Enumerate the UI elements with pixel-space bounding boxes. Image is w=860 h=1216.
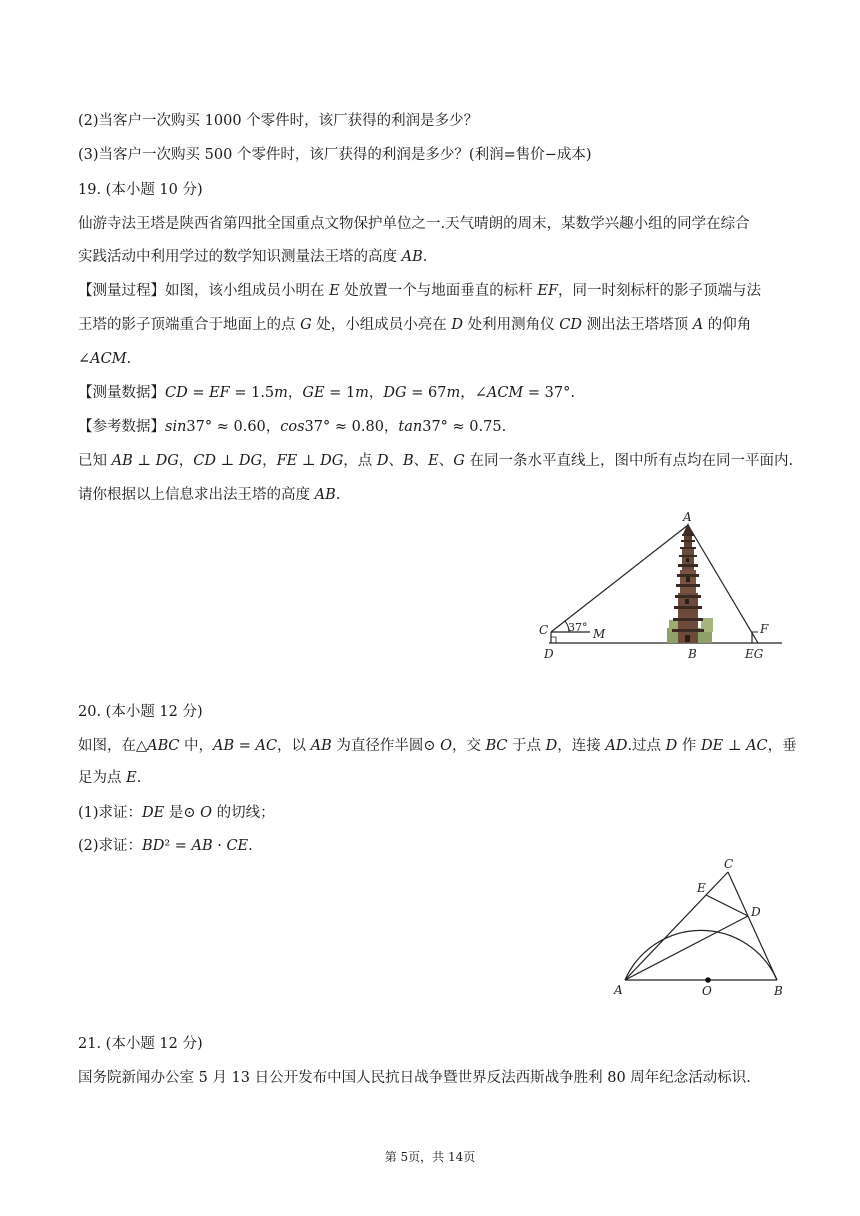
q19-data-line: 【测量数据】𝐶𝐷 = 𝐸𝐹 = 1.5𝑚，𝐺𝐸 = 1𝑚，𝐷𝐺 = 67𝑚，∠𝐴𝐶𝑀 = 37°.	[78, 385, 575, 401]
label-D: D	[751, 905, 761, 919]
tower-figure	[535, 508, 795, 668]
q18-part3: (3)当客户一次购买 500 个零件时，该厂获得的利润是多少？(利润=售价−成本)	[78, 147, 592, 163]
label-C: C	[539, 623, 549, 637]
semicircle-figure	[610, 855, 790, 1005]
segment-DE	[706, 895, 748, 916]
q19-intro-line2: 实践活动中利用学过的数学知识测量法王塔的高度 𝐴𝐵.	[78, 249, 428, 265]
label-M: M	[593, 627, 606, 641]
segment-AC	[625, 872, 728, 980]
q19-header: 19. (本小题 10 分)	[78, 182, 203, 198]
label-B: B	[688, 647, 697, 661]
center-O-dot	[705, 977, 711, 983]
page-footer: 第 5页，共 14页	[384, 1150, 476, 1164]
label-A: A	[683, 510, 692, 524]
q18-part2: (2)当客户一次购买 1000 个零件时，该厂获得的利润是多少？	[78, 113, 479, 129]
label-C: C	[724, 857, 734, 871]
right-angle-mark-D	[551, 637, 556, 643]
label-E: E	[697, 881, 706, 895]
q19-reference-line: 【参考数据】𝑠𝑖𝑛37° ≈ 0.60，𝑐𝑜𝑠37° ≈ 0.80，𝑡𝑎𝑛37° ≈ 0.75.	[78, 419, 507, 435]
pagoda-image	[667, 523, 713, 643]
label-EG: EG	[745, 647, 764, 661]
segment-AD	[625, 916, 748, 980]
label-O: O	[702, 984, 712, 998]
q19-question-line: 请你根据以上信息求出法王塔的高度 𝐴𝐵.	[78, 487, 341, 503]
label-F: F	[760, 622, 769, 636]
q19-intro-line1: 仙游寺法王塔是陕西省第四批全国重点文物保护单位之一.天气晴朗的周末，某数学兴趣小组的同学在综合	[78, 216, 750, 232]
q20-part1: (1)求证：𝐷𝐸 是⊙ 𝑂 的切线；	[78, 805, 275, 821]
semicircle-O	[625, 930, 777, 980]
label-angle-37: 37°	[568, 621, 588, 634]
segment-CA	[551, 525, 688, 632]
label-D: D	[544, 647, 554, 661]
q20-header: 20. (本小题 12 分)	[78, 704, 203, 720]
label-A: A	[614, 983, 623, 997]
label-B: B	[774, 984, 783, 998]
q20-stem-line1: 如图，在△𝐴𝐵𝐶 中，𝐴𝐵 = 𝐴𝐶，以 𝐴𝐵 为直径作半圆⊙ 𝑂，交 𝐵𝐶 于点 𝐷，连接 𝐴𝐷.过点 𝐷 作 𝐷𝐸 ⊥ 𝐴𝐶，垂	[78, 738, 797, 754]
segment-BC	[728, 872, 777, 980]
q20-part2: (2)求证：𝐵𝐷² = 𝐴𝐵 · 𝐶𝐸.	[78, 838, 253, 854]
q19-process-line3: ∠𝐴𝐶𝑀.	[78, 351, 132, 367]
q21-stem-line1: 国务院新闻办公室 5 月 13 日公开发布中国人民抗日战争暨世界反法西斯战争胜利 80 周年纪念活动标识.	[78, 1070, 751, 1086]
q19-process-line1: 【测量过程】如图，该小组成员小明在 𝐸 处放置一个与地面垂直的标杆 𝐸𝐹，同一时刻标杆的影子顶端与法	[78, 283, 762, 299]
q19-known-line: 已知 𝐴𝐵 ⊥ 𝐷𝐺，𝐶𝐷 ⊥ 𝐷𝐺，𝐹𝐸 ⊥ 𝐷𝐺，点 𝐷、𝐵、𝐸、𝐺 在同一条水平直线上，图中所有点均在同一平面内.	[78, 453, 794, 469]
q20-stem-line2: 足为点 𝐸.	[78, 770, 142, 786]
q21-header: 21. (本小题 12 分)	[78, 1036, 203, 1052]
q19-process-line2: 王塔的影子顶端重合于地面上的点 𝐺 处，小组成员小亮在 𝐷 处利用测角仪 𝐶𝐷 测出法王塔塔顶 𝐴 的仰角	[78, 317, 752, 333]
